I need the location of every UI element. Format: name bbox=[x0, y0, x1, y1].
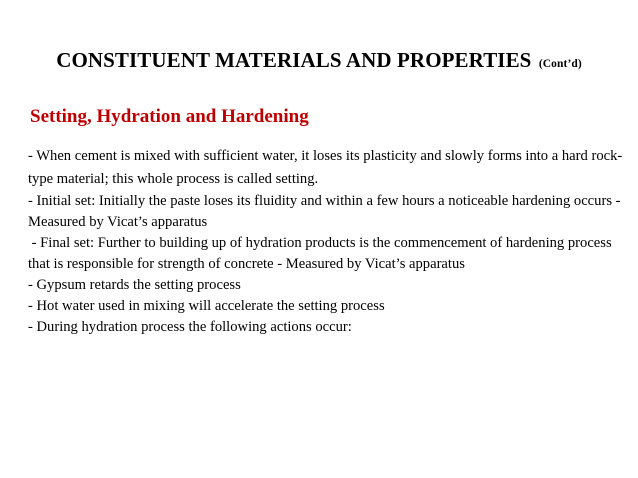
paragraph-final-set: - Final set: Further to building up of hydration products is the commencement of hardening process that is responsible for strength of concrete - Measured by Vicat’s apparatus bbox=[28, 235, 616, 272]
paragraph-initial-set: - Initial set: Initially the paste loses its fluidity and within a few hours a noticeable hardening occurs - Measured by Vicat’s apparatus bbox=[28, 193, 621, 230]
paragraph-gypsum: - Gypsum retards the setting process bbox=[28, 277, 241, 293]
paragraph-hot-water: - Hot water used in mixing will accelerate the setting process bbox=[28, 298, 385, 314]
title-suffix: (Cont’d) bbox=[538, 58, 582, 70]
body-text bbox=[28, 145, 628, 338]
title-text: CONSTITUENT MATERIALS AND PROPERTIES bbox=[56, 48, 532, 72]
paragraph-setting: - When cement is mixed with sufficient water, it loses its plasticity and slowly forms into a hard rock-type material; this whole process is called setting. bbox=[28, 148, 623, 187]
section-subtitle: Setting, Hydration and Hardening bbox=[30, 106, 309, 127]
paragraph-hydration: - During hydration process the following actions occur: bbox=[28, 319, 352, 335]
slide-title bbox=[0, 47, 638, 77]
